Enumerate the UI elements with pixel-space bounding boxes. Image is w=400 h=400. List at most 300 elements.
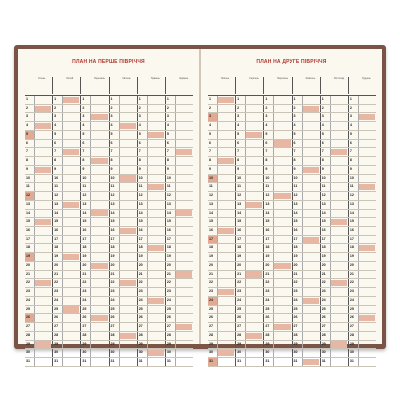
day-cell[interactable] [109,341,137,349]
day-cell[interactable] [109,201,137,209]
day-cell[interactable] [348,349,376,357]
day-cell[interactable] [52,332,80,340]
day-cell[interactable] [52,183,80,191]
day-cell[interactable] [292,192,320,200]
day-cell[interactable] [52,323,80,331]
day-cell[interactable] [320,175,348,183]
day-cell[interactable] [52,279,80,287]
day-cell[interactable] [320,306,348,314]
day-cell[interactable] [165,297,193,305]
day-cell[interactable] [137,341,165,349]
day-cell[interactable] [165,113,193,121]
day-cell[interactable] [263,297,291,305]
day-cell[interactable] [208,236,235,244]
day-cell[interactable] [348,236,376,244]
day-cell[interactable] [25,306,52,314]
day-cell[interactable] [235,349,263,357]
day-cell[interactable] [25,271,52,279]
day-cell[interactable] [348,140,376,148]
day-cell[interactable] [52,227,80,235]
day-cell[interactable] [235,253,263,261]
day-cell[interactable] [320,131,348,139]
day-cell[interactable] [52,157,80,165]
day-cell[interactable] [80,218,108,226]
day-cell[interactable] [165,341,193,349]
day-cell[interactable] [165,218,193,226]
day-cell[interactable] [52,306,80,314]
day-cell[interactable] [52,358,80,366]
day-cell[interactable] [137,192,165,200]
day-cell[interactable] [263,271,291,279]
day-cell[interactable] [292,201,320,209]
day-cell[interactable] [208,157,235,165]
day-cell[interactable] [137,297,165,305]
day-cell[interactable] [137,183,165,191]
day-cell[interactable] [320,279,348,287]
day-cell[interactable] [348,210,376,218]
day-cell[interactable] [320,105,348,113]
day-cell[interactable] [137,332,165,340]
day-cell[interactable] [263,332,291,340]
day-cell[interactable] [165,227,193,235]
day-cell[interactable] [320,113,348,121]
day-cell[interactable] [292,148,320,156]
day-cell[interactable] [52,341,80,349]
day-cell[interactable] [208,349,235,357]
day-cell[interactable] [165,306,193,314]
day-cell[interactable] [52,210,80,218]
day-cell[interactable] [320,192,348,200]
day-cell[interactable] [80,96,108,104]
day-cell[interactable] [165,122,193,130]
day-cell[interactable] [165,140,193,148]
day-cell[interactable] [80,341,108,349]
day-cell[interactable] [348,279,376,287]
day-cell[interactable] [320,140,348,148]
day-cell[interactable] [263,253,291,261]
day-cell[interactable] [109,227,137,235]
day-cell[interactable] [80,323,108,331]
day-cell[interactable] [292,183,320,191]
day-cell[interactable] [137,288,165,296]
day-cell[interactable] [292,349,320,357]
day-cell[interactable] [208,244,235,252]
day-cell[interactable] [292,122,320,130]
day-cell[interactable] [292,227,320,235]
day-cell[interactable] [208,183,235,191]
day-cell[interactable] [25,341,52,349]
day-cell[interactable] [165,131,193,139]
day-cell[interactable] [109,332,137,340]
day-cell[interactable] [263,183,291,191]
day-cell[interactable] [348,288,376,296]
day-cell[interactable] [80,113,108,121]
day-cell[interactable] [235,96,263,104]
day-cell[interactable] [137,175,165,183]
day-cell[interactable] [263,262,291,270]
day-cell[interactable] [80,244,108,252]
day-cell[interactable] [109,157,137,165]
day-cell[interactable] [235,183,263,191]
day-cell[interactable] [348,314,376,322]
day-cell[interactable] [208,297,235,305]
day-cell[interactable] [80,262,108,270]
day-cell[interactable] [235,122,263,130]
day-cell[interactable] [235,201,263,209]
day-cell[interactable] [208,332,235,340]
day-cell[interactable] [52,236,80,244]
day-cell[interactable] [80,166,108,174]
day-cell[interactable] [137,148,165,156]
day-cell[interactable] [25,140,52,148]
day-cell[interactable] [263,314,291,322]
day-cell[interactable] [80,157,108,165]
day-cell[interactable] [348,332,376,340]
day-cell[interactable] [165,96,193,104]
day-cell[interactable] [208,131,235,139]
day-cell[interactable] [80,358,108,366]
day-cell[interactable] [320,166,348,174]
day-cell[interactable] [80,175,108,183]
day-cell[interactable] [320,253,348,261]
day-cell[interactable] [137,166,165,174]
day-cell[interactable] [52,288,80,296]
day-cell[interactable] [25,236,52,244]
day-cell[interactable] [348,105,376,113]
day-cell[interactable] [52,96,80,104]
day-cell[interactable] [292,279,320,287]
day-cell[interactable] [263,113,291,121]
day-cell[interactable] [348,122,376,130]
day-cell[interactable] [348,166,376,174]
day-cell[interactable] [263,323,291,331]
day-cell[interactable] [263,148,291,156]
day-cell[interactable] [25,323,52,331]
day-cell[interactable] [52,297,80,305]
day-cell[interactable] [292,210,320,218]
day-cell[interactable] [348,341,376,349]
day-cell[interactable] [263,166,291,174]
day-cell[interactable] [235,332,263,340]
day-cell[interactable] [165,332,193,340]
day-cell[interactable] [263,306,291,314]
day-cell[interactable] [348,113,376,121]
day-cell[interactable] [52,218,80,226]
day-cell[interactable] [320,271,348,279]
day-cell[interactable] [80,297,108,305]
day-cell[interactable] [137,105,165,113]
day-cell[interactable] [263,131,291,139]
day-cell[interactable] [208,262,235,270]
day-cell[interactable] [109,192,137,200]
day-cell[interactable] [292,105,320,113]
day-cell[interactable] [25,192,52,200]
day-cell[interactable] [320,96,348,104]
day-cell[interactable] [25,201,52,209]
day-cell[interactable] [292,358,320,366]
day-cell[interactable] [137,244,165,252]
day-cell[interactable] [25,157,52,165]
day-cell[interactable] [52,244,80,252]
day-cell[interactable] [235,148,263,156]
day-cell[interactable] [348,218,376,226]
day-cell[interactable] [137,227,165,235]
day-cell[interactable] [80,122,108,130]
day-cell[interactable] [348,157,376,165]
day-cell[interactable] [348,297,376,305]
day-cell[interactable] [320,148,348,156]
day-cell[interactable] [348,183,376,191]
day-cell[interactable] [348,192,376,200]
day-cell[interactable] [109,113,137,121]
day-cell[interactable] [165,323,193,331]
day-cell[interactable] [348,227,376,235]
day-cell[interactable] [109,253,137,261]
day-cell[interactable] [137,113,165,121]
day-cell[interactable] [25,314,52,322]
day-cell[interactable] [109,288,137,296]
day-cell[interactable] [137,314,165,322]
day-cell[interactable] [80,192,108,200]
day-cell[interactable] [25,244,52,252]
day-cell[interactable] [165,183,193,191]
day-cell[interactable] [52,131,80,139]
day-cell[interactable] [52,349,80,357]
day-cell[interactable] [52,201,80,209]
day-cell[interactable] [137,349,165,357]
day-cell[interactable] [235,175,263,183]
day-cell[interactable] [208,341,235,349]
day-cell[interactable] [208,201,235,209]
day-cell[interactable] [165,253,193,261]
day-cell[interactable] [292,288,320,296]
day-cell[interactable] [235,140,263,148]
day-cell[interactable] [208,288,235,296]
day-cell[interactable] [235,236,263,244]
day-cell[interactable] [263,279,291,287]
day-cell[interactable] [137,271,165,279]
day-cell[interactable] [208,113,235,121]
day-cell[interactable] [109,306,137,314]
day-cell[interactable] [235,166,263,174]
day-cell[interactable] [109,297,137,305]
day-cell[interactable] [292,253,320,261]
day-cell[interactable] [80,210,108,218]
day-cell[interactable] [137,323,165,331]
day-cell[interactable] [25,96,52,104]
day-cell[interactable] [292,332,320,340]
day-cell[interactable] [109,271,137,279]
day-cell[interactable] [80,332,108,340]
day-cell[interactable] [80,314,108,322]
day-cell[interactable] [80,227,108,235]
day-cell[interactable] [292,218,320,226]
day-cell[interactable] [263,236,291,244]
day-cell[interactable] [165,105,193,113]
day-cell[interactable] [137,210,165,218]
day-cell[interactable] [109,323,137,331]
day-cell[interactable] [80,271,108,279]
day-cell[interactable] [348,271,376,279]
day-cell[interactable] [165,210,193,218]
day-cell[interactable] [165,279,193,287]
day-cell[interactable] [292,262,320,270]
day-cell[interactable] [25,218,52,226]
day-cell[interactable] [235,306,263,314]
day-cell[interactable] [80,279,108,287]
day-cell[interactable] [165,166,193,174]
day-cell[interactable] [109,314,137,322]
day-cell[interactable] [235,227,263,235]
day-cell[interactable] [208,96,235,104]
day-cell[interactable] [235,314,263,322]
day-cell[interactable] [320,314,348,322]
day-cell[interactable] [320,262,348,270]
day-cell[interactable] [235,113,263,121]
day-cell[interactable] [25,210,52,218]
day-cell[interactable] [208,218,235,226]
day-cell[interactable] [80,288,108,296]
day-cell[interactable] [165,192,193,200]
day-cell[interactable] [109,105,137,113]
day-cell[interactable] [263,341,291,349]
day-cell[interactable] [52,148,80,156]
day-cell[interactable] [80,236,108,244]
day-cell[interactable] [235,218,263,226]
day-cell[interactable] [235,288,263,296]
day-cell[interactable] [320,122,348,130]
day-cell[interactable] [137,306,165,314]
day-cell[interactable] [52,271,80,279]
day-cell[interactable] [137,122,165,130]
day-cell[interactable] [80,349,108,357]
day-cell[interactable] [109,183,137,191]
day-cell[interactable] [80,140,108,148]
day-cell[interactable] [208,227,235,235]
day-cell[interactable] [348,175,376,183]
day-cell[interactable] [165,157,193,165]
day-cell[interactable] [320,358,348,366]
day-cell[interactable] [109,96,137,104]
day-cell[interactable] [320,227,348,235]
day-cell[interactable] [80,105,108,113]
day-cell[interactable] [235,358,263,366]
day-cell[interactable] [235,192,263,200]
day-cell[interactable] [25,279,52,287]
day-cell[interactable] [137,253,165,261]
day-cell[interactable] [263,218,291,226]
day-cell[interactable] [292,314,320,322]
day-cell[interactable] [208,105,235,113]
day-cell[interactable] [320,349,348,357]
day-cell[interactable] [320,210,348,218]
day-cell[interactable] [235,262,263,270]
day-cell[interactable] [263,157,291,165]
day-cell[interactable] [109,175,137,183]
day-cell[interactable] [25,131,52,139]
day-cell[interactable] [109,358,137,366]
day-cell[interactable] [208,122,235,130]
day-cell[interactable] [263,175,291,183]
day-cell[interactable] [292,113,320,121]
day-cell[interactable] [137,279,165,287]
day-cell[interactable] [137,157,165,165]
day-cell[interactable] [348,148,376,156]
day-cell[interactable] [263,96,291,104]
day-cell[interactable] [165,201,193,209]
day-cell[interactable] [263,288,291,296]
day-cell[interactable] [292,175,320,183]
day-cell[interactable] [208,210,235,218]
day-cell[interactable] [80,306,108,314]
day-cell[interactable] [208,192,235,200]
day-cell[interactable] [25,105,52,113]
day-cell[interactable] [208,253,235,261]
day-cell[interactable] [109,148,137,156]
day-cell[interactable] [25,227,52,235]
day-cell[interactable] [292,166,320,174]
day-cell[interactable] [137,358,165,366]
day-cell[interactable] [165,148,193,156]
day-cell[interactable] [292,341,320,349]
day-cell[interactable] [208,306,235,314]
day-cell[interactable] [235,279,263,287]
day-cell[interactable] [52,192,80,200]
day-cell[interactable] [25,262,52,270]
day-cell[interactable] [320,236,348,244]
day-cell[interactable] [263,105,291,113]
day-cell[interactable] [235,297,263,305]
day-cell[interactable] [348,253,376,261]
day-cell[interactable] [320,183,348,191]
day-cell[interactable] [320,157,348,165]
day-cell[interactable] [235,157,263,165]
day-cell[interactable] [292,271,320,279]
day-cell[interactable] [348,262,376,270]
day-cell[interactable] [165,262,193,270]
day-cell[interactable] [320,323,348,331]
day-cell[interactable] [320,297,348,305]
day-cell[interactable] [137,201,165,209]
day-cell[interactable] [137,236,165,244]
day-cell[interactable] [320,218,348,226]
day-cell[interactable] [263,210,291,218]
day-cell[interactable] [208,140,235,148]
day-cell[interactable] [109,166,137,174]
day-cell[interactable] [25,183,52,191]
day-cell[interactable] [25,122,52,130]
day-cell[interactable] [165,358,193,366]
day-cell[interactable] [292,236,320,244]
day-cell[interactable] [109,244,137,252]
day-cell[interactable] [109,262,137,270]
day-cell[interactable] [263,122,291,130]
day-cell[interactable] [348,306,376,314]
day-cell[interactable] [165,314,193,322]
day-cell[interactable] [25,358,52,366]
day-cell[interactable] [25,349,52,357]
day-cell[interactable] [263,349,291,357]
day-cell[interactable] [208,166,235,174]
day-cell[interactable] [235,323,263,331]
day-cell[interactable] [292,157,320,165]
day-cell[interactable] [80,253,108,261]
day-cell[interactable] [292,96,320,104]
day-cell[interactable] [137,140,165,148]
day-cell[interactable] [25,253,52,261]
day-cell[interactable] [137,96,165,104]
day-cell[interactable] [235,341,263,349]
